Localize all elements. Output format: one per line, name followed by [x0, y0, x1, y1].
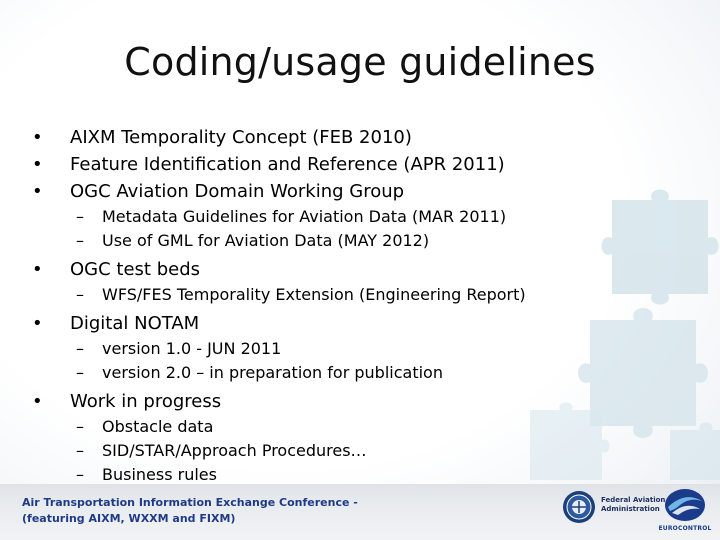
- dash-icon: –: [76, 339, 84, 358]
- conference-line-1: Air Transportation Information Exchange Conference -: [22, 496, 358, 509]
- faa-seal-icon: [562, 490, 596, 524]
- bullet-icon: •: [32, 154, 43, 175]
- faa-name: [601, 496, 665, 514]
- sub-list-item-text: Obstacle data: [102, 417, 214, 436]
- eurocontrol-name: EUROCONTROL: [658, 525, 712, 532]
- sub-list-item-text: WFS/FES Temporality Extension (Engineering Report): [102, 285, 526, 304]
- list-item-text: Feature Identification and Reference (APR 2011): [70, 154, 505, 175]
- dash-icon: –: [76, 465, 84, 484]
- bullet-list: [32, 124, 712, 487]
- sub-list-item: [70, 205, 712, 229]
- list-item: [32, 124, 712, 151]
- sub-list-item-text: SID/STAR/Approach Procedures…: [102, 441, 367, 460]
- faa-name-line-2: Administration: [601, 505, 660, 513]
- dash-icon: –: [76, 417, 84, 436]
- list-item-text: OGC Aviation Domain Working Group: [70, 181, 405, 202]
- dash-icon: –: [76, 363, 84, 382]
- list-item-text: Work in progress: [70, 391, 222, 412]
- list-item: [32, 310, 712, 337]
- bullet-icon: •: [32, 127, 43, 148]
- sub-list-item-text: version 1.0 - JUN 2011: [102, 339, 282, 358]
- sub-list-item: [70, 439, 712, 463]
- sub-list-item: [70, 283, 712, 307]
- list-item: [32, 178, 712, 205]
- eurocontrol-logo-icon: [662, 487, 708, 523]
- faa-name-line-1: Federal Aviation: [601, 496, 666, 504]
- conference-line-2: (featuring AIXM, WXXM and FIXM): [22, 512, 236, 525]
- dash-icon: –: [76, 231, 84, 250]
- dash-icon: –: [76, 441, 84, 460]
- dash-icon: –: [76, 285, 84, 304]
- sub-list-item: [70, 415, 712, 439]
- conference-name: [22, 495, 358, 527]
- bullet-icon: •: [32, 391, 43, 412]
- sub-list-item-text: version 2.0 – in preparation for publication: [102, 363, 443, 382]
- sub-list-item: [70, 229, 712, 253]
- sub-list-item-text: Metadata Guidelines for Aviation Data (MAR 2011): [102, 207, 507, 226]
- sub-list-item-text: Business rules: [102, 465, 217, 484]
- list-item: [32, 388, 712, 415]
- list-item-text: OGC test beds: [70, 259, 200, 280]
- list-item: [32, 151, 712, 178]
- list-item-text: AIXM Temporality Concept (FEB 2010): [70, 127, 412, 148]
- list-item: [32, 256, 712, 283]
- sub-list-item: [70, 361, 712, 385]
- slide-title: Coding/usage guidelines: [124, 40, 596, 84]
- dash-icon: –: [76, 207, 84, 226]
- sub-list-item: [70, 337, 712, 361]
- list-item-text: Digital NOTAM: [70, 313, 200, 334]
- bullet-icon: •: [32, 313, 43, 334]
- sub-list-item-text: Use of GML for Aviation Data (MAY 2012): [102, 231, 430, 250]
- bullet-icon: •: [32, 181, 43, 202]
- bullet-icon: •: [32, 259, 43, 280]
